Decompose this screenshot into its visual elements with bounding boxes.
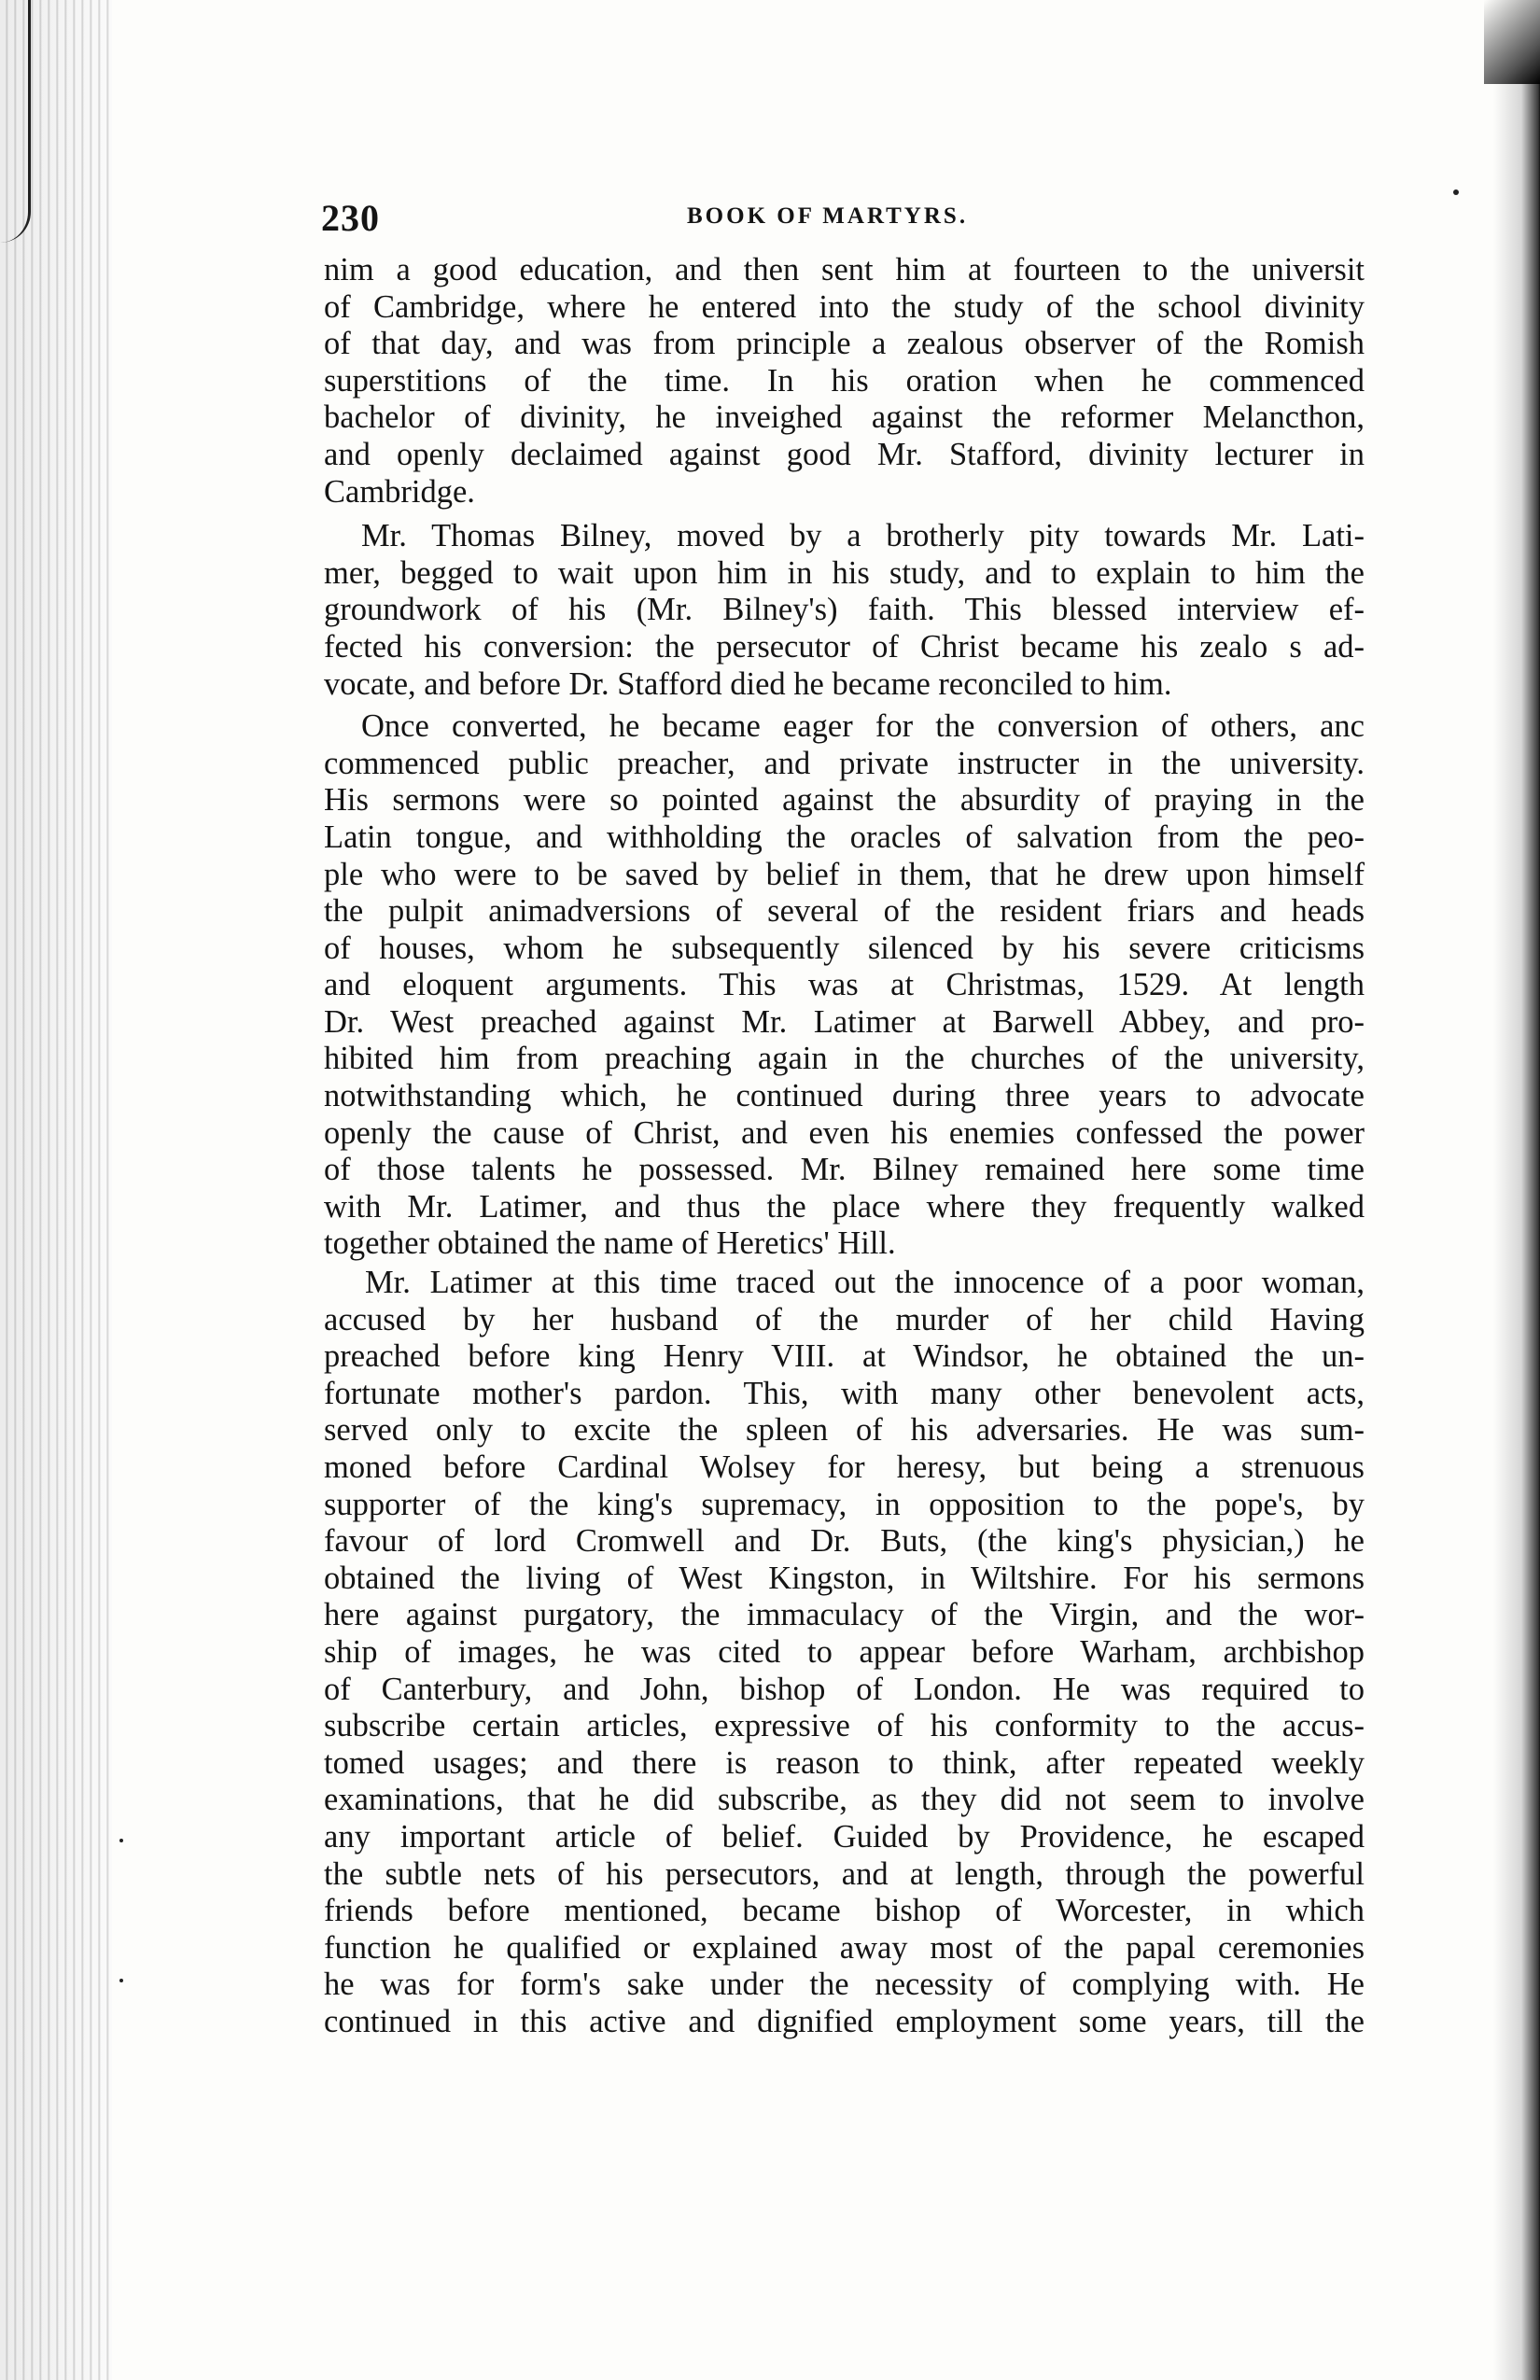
text-line: ship of images, he was cited to appear before Warham, archbishop	[324, 1633, 1365, 1670]
binding-edge	[0, 0, 112, 2380]
text-line: of Canterbury, and John, bishop of London. He was required to	[324, 1671, 1365, 1707]
text-line: mer, begged to wait upon him in his study, and to explain to him the	[324, 554, 1365, 591]
text-line: fortunate mother's pardon. This, with many other benevolent acts,	[324, 1375, 1365, 1411]
paragraph	[324, 708, 1365, 1263]
text-line: Mr. Latimer at this time traced out the innocence of a poor woman,	[365, 1265, 1365, 1301]
text-line: the subtle nets of his persecutors, and at length, through the powerful	[324, 1855, 1365, 1892]
text-line: superstitions of the time. In his oration when he commenced	[324, 362, 1365, 399]
text-line: function he qualified or explained away most of the papal ceremonies	[324, 1929, 1365, 1966]
scan-speck	[1453, 189, 1459, 195]
text-line: openly the cause of Christ, and even his enemies confessed the power	[324, 1114, 1365, 1151]
text-line: of Cambridge, where he entered into the study of the school divinity	[324, 288, 1365, 325]
text-line: of those talents he possessed. Mr. Bilney remained here some time	[324, 1152, 1365, 1188]
text-line: ple who were to be saved by belief in them, that he drew upon himself	[324, 856, 1365, 892]
text-line: His sermons were so pointed against the absurdity of praying in the	[324, 782, 1365, 819]
right-page-corner	[1484, 0, 1540, 84]
text-line: Mr. Thomas Bilney, moved by a brotherly pity towards Mr. Lati-	[361, 518, 1365, 554]
text-line: fected his conversion: the persecutor of Christ became his zealo s ad-	[324, 628, 1365, 665]
text-line: of that day, and was from principle a zealous observer of the Romish	[324, 326, 1365, 362]
text-line: supporter of the king's supremacy, in opposition to the pope's, by	[324, 1486, 1365, 1522]
text-line: Once converted, he became eager for the conversion of others, anc	[361, 708, 1365, 745]
text-line: obtained the living of West Kingston, in Wiltshire. For his sermons	[324, 1560, 1365, 1596]
text-line: Dr. West preached against Mr. Latimer at Barwell Abbey, and pro-	[324, 1003, 1365, 1040]
text-line: examinations, that he did subscribe, as they did not seem to involve	[324, 1782, 1365, 1818]
text-line: friends before mentioned, became bishop of Worcester, in which	[324, 1893, 1365, 1929]
text-line: preached before king Henry VIII. at Windsor, he obtained the un-	[324, 1338, 1365, 1375]
right-page-edge	[1493, 0, 1540, 2380]
binding-curve	[0, 0, 31, 243]
page-number: 230	[321, 197, 380, 239]
text-line: with Mr. Latimer, and thus the place where they frequently walked	[324, 1188, 1365, 1225]
text-line: commenced public preacher, and private instructer in the university.	[324, 745, 1365, 781]
text-line: hibited him from preaching again in the churches of the university,	[324, 1041, 1365, 1077]
text-line: vocate, and before Dr. Stafford died he became reconciled to him.	[324, 665, 1172, 702]
text-line: Cambridge.	[324, 473, 475, 510]
text-line: notwithstanding which, he continued during three years to advocate	[324, 1078, 1365, 1114]
paragraph	[324, 518, 1365, 703]
text-line: nim a good education, and then sent him at fourteen to the universit	[324, 252, 1365, 287]
paragraph	[324, 252, 1365, 511]
text-line: of houses, whom he subsequently silenced by his severe criticisms	[324, 930, 1365, 966]
scan-speck	[119, 1979, 123, 1982]
text-line: together obtained the name of Heretics' Hill.	[324, 1225, 896, 1262]
text-line: moned before Cardinal Wolsey for heresy, but being a strenuous	[324, 1449, 1365, 1485]
text-line: here against purgatory, the immaculacy of the Virgin, and the wor-	[324, 1597, 1365, 1633]
text-line: favour of lord Cromwell and Dr. Buts, (the king's physician,) he	[324, 1523, 1365, 1560]
text-line: and openly declaimed against good Mr. Stafford, divinity lecturer in	[324, 436, 1365, 472]
text-line: groundwork of his (Mr. Bilney's) faith. This blessed interview ef-	[324, 592, 1365, 628]
page-header	[321, 196, 1366, 252]
text-line: subscribe certain articles, expressive of his conformity to the accus-	[324, 1708, 1365, 1744]
body-text	[324, 252, 1365, 2041]
text-line: tomed usages; and there is reason to think, after repeated weekly	[324, 1744, 1365, 1781]
text-line: the pulpit animadversions of several of the resident friars and heads	[324, 893, 1365, 930]
text-line: served only to excite the spleen of his adversaries. He was sum-	[324, 1412, 1365, 1449]
text-line: continued in this active and dignified employment some years, till the	[324, 2003, 1365, 2039]
text-line: Latin tongue, and withholding the oracles of salvation from the peo-	[324, 819, 1365, 855]
text-line: accused by her husband of the murder of her child Having	[324, 1301, 1365, 1337]
text-line: bachelor of divinity, he inveighed against the reformer Melancthon,	[324, 399, 1365, 436]
running-head: BOOK OF MARTYRS.	[687, 203, 969, 229]
text-line: any important article of belief. Guided by Providence, he escaped	[324, 1818, 1365, 1855]
paragraph	[324, 1265, 1365, 2040]
text-line: he was for form's sake under the necessity of complying with. He	[324, 1967, 1365, 2003]
scan-speck	[119, 1839, 123, 1842]
text-line: and eloquent arguments. This was at Christmas, 1529. At length	[324, 967, 1365, 1003]
